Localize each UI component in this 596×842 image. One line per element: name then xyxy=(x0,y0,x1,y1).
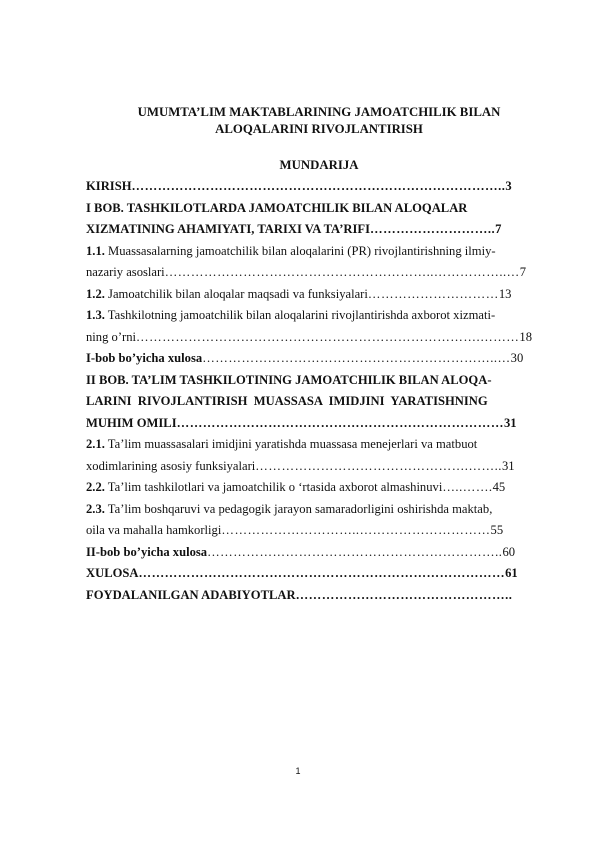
toc-leader-dots: …………………………..………………………… xyxy=(221,523,491,537)
toc-leader-dots: ……………………………………………………..……………..… xyxy=(164,265,520,279)
toc-section-1-2 xyxy=(86,284,552,306)
toc-page: 31 xyxy=(503,415,517,430)
toc-page: 55 xyxy=(490,523,504,537)
toc-page: 31 xyxy=(501,458,515,473)
toc-page: 7 xyxy=(495,222,502,236)
toc-leader-dots: ………………………………………….. xyxy=(295,587,513,602)
toc-page: 61 xyxy=(505,566,518,580)
toc-leader-dots: …………………………………………………………..… xyxy=(202,351,511,365)
toc-leader-dots: ………………………………………….…….. xyxy=(255,458,502,473)
toc-section-2-2 xyxy=(86,477,552,499)
toc-label: Ta’lim boshqaruvi va pedagogik jarayon samaradorligini oshirishda maktab, xyxy=(104,501,493,516)
toc-leader-dots: ………………………………………………………………… xyxy=(176,415,504,430)
toc-heading: MUNDARIJA xyxy=(279,158,359,172)
toc-chapter-1-line-1: I BOB. TASHKILOTLARDA JAMOATCHILIK BILAN ALOQALAR xyxy=(86,200,468,215)
toc-label: ning o’rni xyxy=(86,329,137,344)
toc-section-2-3-line-2 xyxy=(86,520,552,542)
toc-section-1-1-line-2 xyxy=(86,262,552,284)
toc-chapter-2-line-2: LARINI RIVOJLANTIRISH MUASSASA IMIDJINI YARATISHNING xyxy=(86,394,488,408)
toc-leader-dots: ………………………… xyxy=(367,286,499,301)
toc-label: Ta’lim tashkilotlari va jamoatchilik o ‘rtasida axborot almashinuvi xyxy=(104,480,443,494)
toc-section-2-1-line-1 xyxy=(86,434,552,456)
toc-page: 30 xyxy=(510,351,524,365)
toc-chapter-2-line-3 xyxy=(86,413,552,435)
title-line-1: UMUMTA’LIM MAKTABLARINING JAMOATCHILIK BILAN xyxy=(137,105,501,119)
toc-leader-dots: …………………………………………………………………….……… xyxy=(136,329,520,344)
toc-leader-dots: ………………………………………………………………………… xyxy=(138,566,506,580)
toc-label: KIRISH xyxy=(86,179,132,193)
page-number: 1 xyxy=(295,766,301,776)
toc-section-1-3-line-2 xyxy=(86,327,552,349)
toc-label: Muassasalarning jamoatchilik bilan aloqalarini (PR) rivojlantirishning ilmiy- xyxy=(104,243,496,258)
toc-entry-xulosa xyxy=(86,563,552,585)
toc-leader-dots: ………………………………………………………………………….. xyxy=(131,179,506,193)
document-title xyxy=(86,104,552,138)
toc-section-1-3-line-1 xyxy=(86,305,552,327)
toc-page: 45 xyxy=(492,480,506,494)
toc-page: 13 xyxy=(498,286,512,301)
toc-label: xodimlarining asosiy funksiyalari xyxy=(86,458,256,473)
toc-label: FOYDALANILGAN ADABIYOTLAR xyxy=(86,587,296,602)
toc-label: oila va mahalla hamkorligi xyxy=(86,523,222,537)
toc-chapter-1-conclusion xyxy=(86,348,552,370)
toc-chapter-2-line-1: II BOB. TA’LIM TASHKILOTINING JAMOATCHILIK BILAN ALOQA- xyxy=(86,372,492,387)
toc-leader-dots: …..……. xyxy=(442,480,493,494)
toc-leader-dots: ……………………….. xyxy=(370,222,496,236)
toc-entry-bibliography xyxy=(86,585,552,607)
toc-label: nazariy asoslari xyxy=(86,265,165,279)
toc-section-2-3-line-1 xyxy=(86,499,552,521)
toc-page: 7 xyxy=(519,265,527,279)
toc-section-number: 1.2. xyxy=(86,286,105,301)
toc-chapter-1-line-2 xyxy=(86,219,552,241)
toc-section-number: 2.2. xyxy=(86,480,105,494)
toc-label: Jamoatchilik bilan aloqalar maqsadi va funksiyalari xyxy=(104,286,368,301)
toc-section-number: 2.1. xyxy=(86,437,105,451)
toc-page: 60 xyxy=(502,544,516,559)
toc-entry-kirish xyxy=(86,176,552,198)
toc-leader-dots: ………………………………………………………….. xyxy=(207,544,503,559)
toc-section-number: 1.3. xyxy=(86,308,105,322)
toc-label: XIZMATINING AHAMIYATI, TARIXI VA TA’RIFI xyxy=(86,222,370,236)
toc-label: I-bob bo’yicha xulosa xyxy=(86,351,203,365)
toc-label: II-bob bo’yicha xulosa xyxy=(86,544,208,559)
toc-section-number: 1.1. xyxy=(86,243,105,258)
toc-section-1-1-line-1 xyxy=(86,241,552,263)
toc-label: Tashkilotning jamoatchilik bilan aloqalarini rivojlantirishda axborot xizmati- xyxy=(104,308,496,322)
toc-section-2-1-line-2 xyxy=(86,456,552,478)
toc-page: 3 xyxy=(505,179,512,193)
table-of-contents xyxy=(86,176,552,606)
toc-page: 18 xyxy=(519,329,532,344)
toc-label: Ta’lim muassasalari imidjini yaratishda muassasa menejerlari va matbuot xyxy=(104,437,478,451)
toc-label: XULOSA xyxy=(86,566,139,580)
toc-label: MUHIM OMILI xyxy=(86,415,177,430)
title-line-2: ALOQALARINI RIVOJLANTIRISH xyxy=(215,122,423,136)
toc-chapter-2-conclusion xyxy=(86,542,552,564)
toc-section-number: 2.3. xyxy=(86,501,105,516)
